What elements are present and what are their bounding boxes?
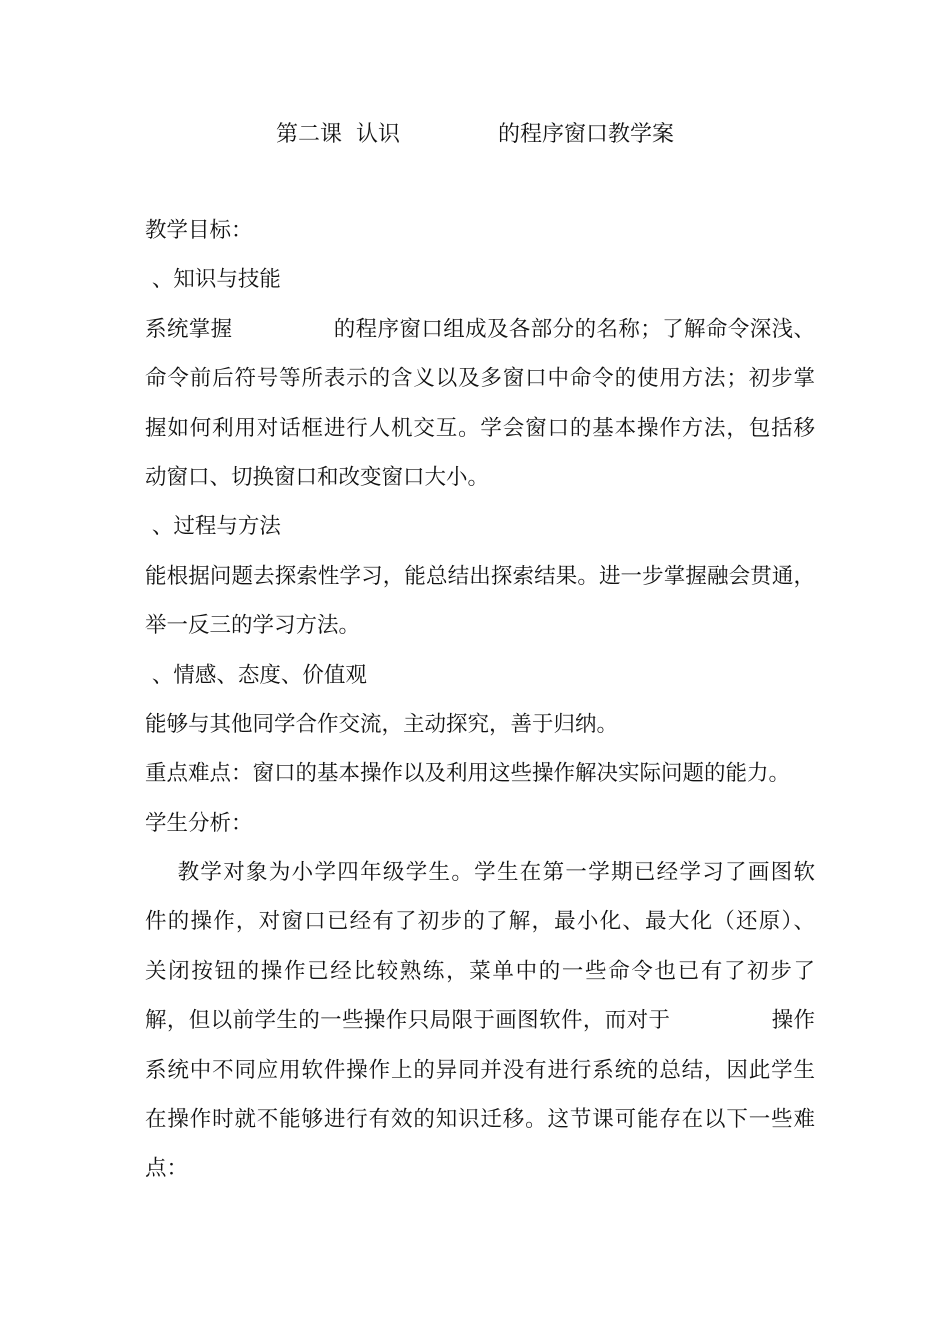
paragraph-line: 动窗口、切换窗口和改变窗口大小。 [145,464,490,490]
paragraph-line: 系统中不同应用软件操作上的异同并没有进行系统的总结，因此学生 [145,1057,815,1083]
paragraph-line: 能根据问题去探索性学习，能总结出探索结果。进一步掌握融会贯通， [145,563,815,589]
subheading-knowledge-skills: 、知识与技能 [145,267,281,293]
paragraph-line: 在操作时就不能够进行有效的知识迁移。这节课可能存在以下一些难 [145,1107,815,1133]
paragraph-line: 点： [145,1156,189,1182]
paragraph-line: 命令前后符号等所表示的含义以及多窗口中命令的使用方法；初步掌 [145,366,815,392]
paragraph-line: 关闭按钮的操作已经比较熟练，菜单中的一些命令也已有了初步了 [145,958,815,984]
section-heading-student-analysis: 学生分析： [145,810,253,836]
key-points-line: 重点难点：窗口的基本操作以及利用这些操作解决实际问题的能力。 [145,761,791,787]
subheading-process-method: 、过程与方法 [145,514,281,540]
paragraph-line: 系统掌握 的程序窗口组成及各部分的名称；了解命令深浅、 [145,316,815,342]
section-heading-goals: 教学目标： [145,218,253,243]
document-title: 第二课 认识 的程序窗口教学案 [276,122,674,147]
paragraph-line: 能够与其他同学合作交流，主动探究，善于归纳。 [145,711,619,737]
paragraph-line: 握如何利用对话框进行人机交互。学会窗口的基本操作方法，包括移 [145,415,815,441]
paragraph-line: 教学对象为小学四年级学生。学生在第一学期已经学习了画图软 [145,860,815,886]
document-body [145,206,815,1194]
paragraph-line: 件的操作，对窗口已经有了初步的了解，最小化、最大化（还原）、 [145,909,815,935]
subheading-emotion-attitude: 、情感、态度、价值观 [145,662,367,688]
paragraph-line: 举一反三的学习方法。 [145,613,361,639]
paragraph-line: 解，但以前学生的一些操作只局限于画图软件，而对于 操作 [145,1008,815,1034]
